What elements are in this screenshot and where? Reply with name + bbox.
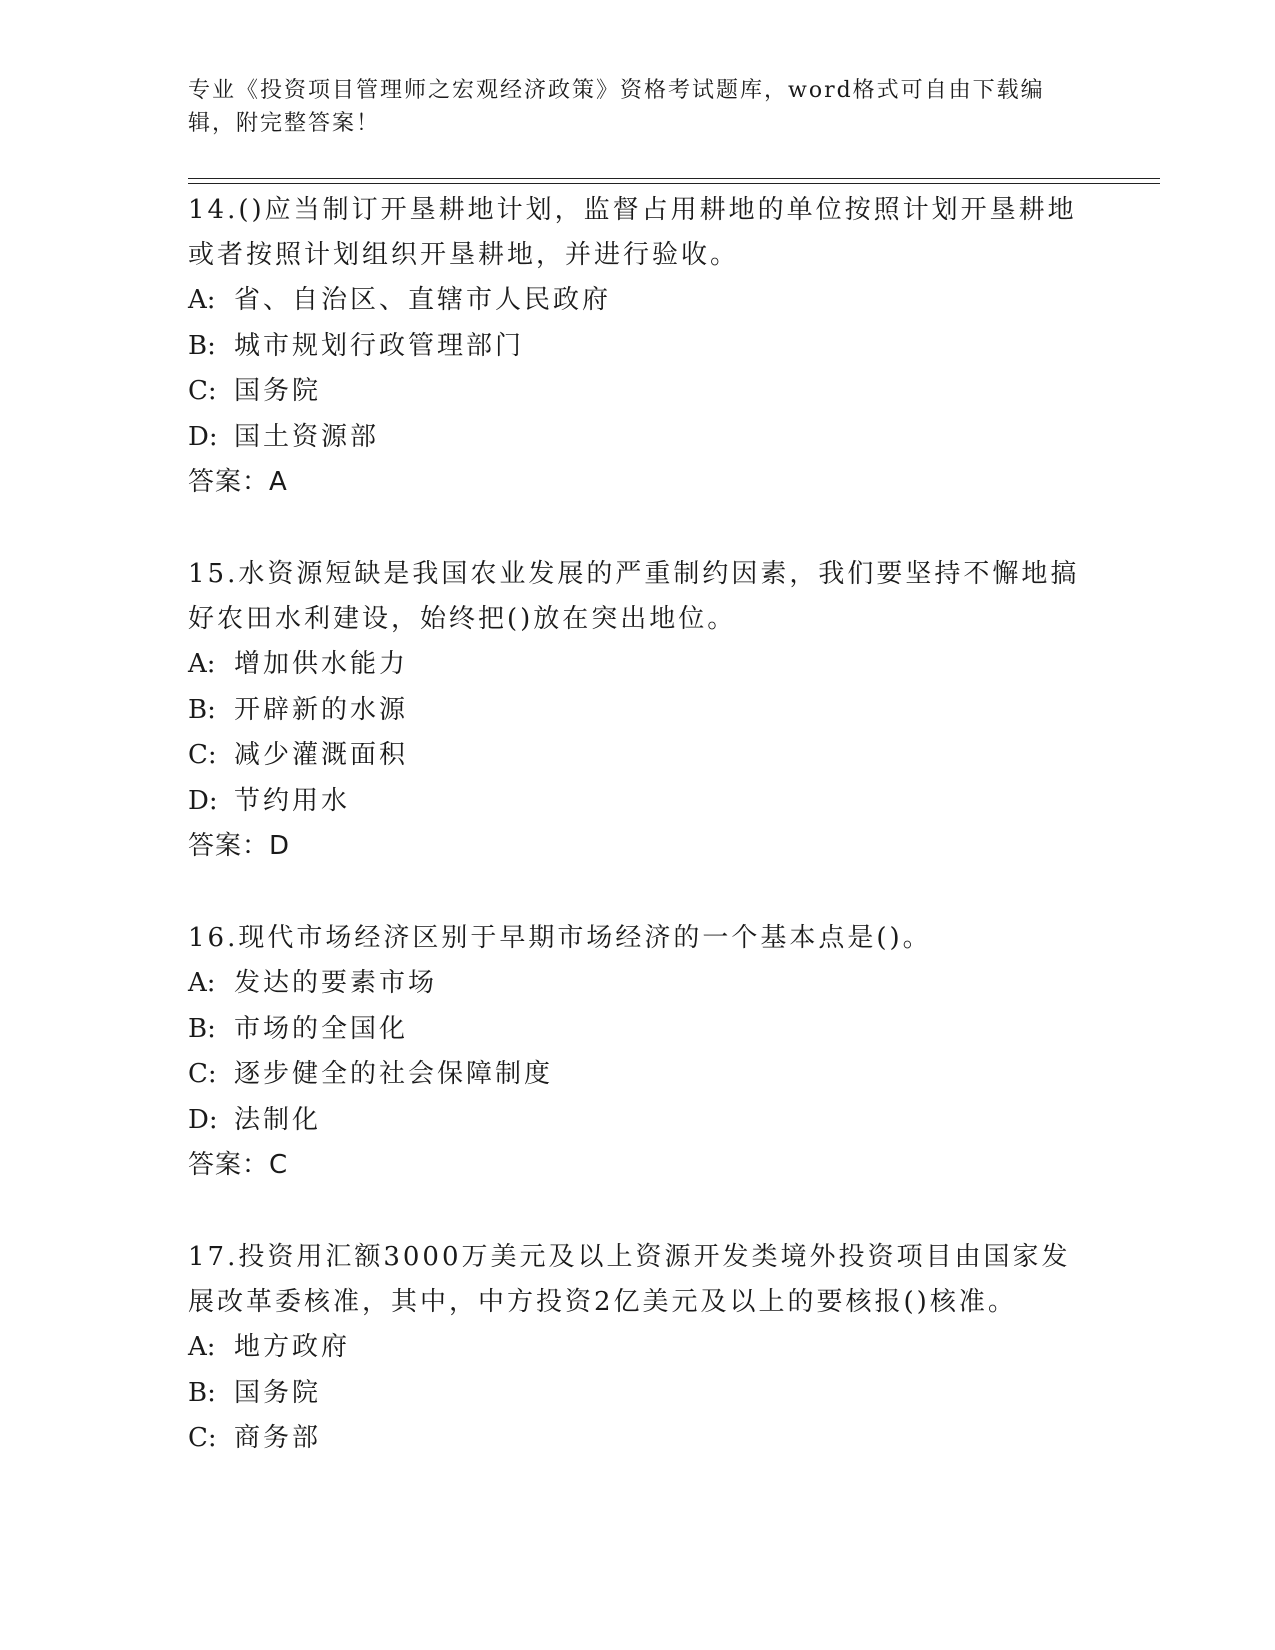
option-c	[188, 1416, 1088, 1462]
header-divider-top	[188, 178, 1160, 179]
question-15	[188, 552, 1088, 870]
question-stem: 16.现代市场经济区别于早期市场经济的一个基本点是()。	[188, 923, 932, 953]
option-d	[188, 1098, 1088, 1144]
document-header: 专业《投资项目管理师之宏观经济政策》资格考试题库，word格式可自由下载编辑，附完整答案！	[188, 78, 1045, 136]
option-key: D:	[188, 785, 218, 816]
option-key: B:	[188, 1377, 216, 1408]
question-14	[188, 188, 1088, 506]
option-b	[188, 1371, 1088, 1417]
option-key: A:	[188, 285, 216, 315]
question-stem: 17.投资用汇额3000万美元及以上资源开发类境外投资项目由国家发展改革委核准，其中，中方投资2亿美元及以上的要核报()核准。	[188, 1242, 1071, 1317]
question-stem: 14.()应当制订开垦耕地计划，监督占用耕地的单位按照计划开垦耕地或者按照计划组织开垦耕地，并进行验收。	[188, 195, 1077, 270]
option-text: 商务部	[234, 1423, 322, 1453]
option-text: 国务院	[234, 376, 322, 406]
option-key: C:	[188, 740, 217, 770]
option-a	[188, 961, 1088, 1007]
option-key: C:	[188, 1059, 217, 1089]
option-b	[188, 1007, 1088, 1053]
option-key: D:	[188, 421, 218, 452]
option-c	[188, 733, 1088, 779]
question-stem: 15.水资源短缺是我国农业发展的严重制约因素，我们要坚持不懈地搞好农田水利建设，始终把()放在突出地位。	[188, 559, 1080, 634]
question-17	[188, 1235, 1088, 1462]
option-key: C:	[188, 1423, 217, 1453]
answer: 答案：A	[188, 467, 288, 497]
option-a	[188, 642, 1088, 688]
option-d	[188, 779, 1088, 825]
answer: 答案：D	[188, 831, 291, 861]
option-key: B:	[188, 694, 216, 725]
option-text: 增加供水能力	[234, 649, 409, 679]
option-text: 节约用水	[234, 785, 351, 816]
option-text: 地方政府	[234, 1332, 351, 1362]
option-text: 逐步健全的社会保障制度	[234, 1059, 554, 1089]
option-d	[188, 415, 1088, 461]
option-key: A:	[188, 649, 216, 679]
option-text: 法制化	[234, 1104, 322, 1135]
question-16	[188, 916, 1088, 1189]
option-a	[188, 1325, 1088, 1371]
option-key: A:	[188, 1332, 216, 1362]
option-text: 国务院	[234, 1377, 322, 1408]
option-c	[188, 369, 1088, 415]
option-a	[188, 278, 1088, 324]
header-divider-bottom	[188, 183, 1160, 184]
option-b	[188, 688, 1088, 734]
option-key: A:	[188, 968, 216, 998]
option-text: 减少灌溉面积	[234, 740, 409, 770]
option-c	[188, 1052, 1088, 1098]
option-text: 国土资源部	[234, 421, 380, 452]
option-key: B:	[188, 330, 216, 361]
option-text: 发达的要素市场	[234, 968, 438, 998]
option-key: C:	[188, 376, 217, 406]
answer: 答案：C	[188, 1150, 289, 1180]
option-text: 市场的全国化	[234, 1013, 409, 1044]
option-text: 城市规划行政管理部门	[234, 330, 525, 361]
option-text: 省、自治区、直辖市人民政府	[234, 285, 612, 315]
option-key: D:	[188, 1104, 218, 1135]
option-b	[188, 324, 1088, 370]
option-text: 开辟新的水源	[234, 694, 409, 725]
option-key: B:	[188, 1013, 216, 1044]
